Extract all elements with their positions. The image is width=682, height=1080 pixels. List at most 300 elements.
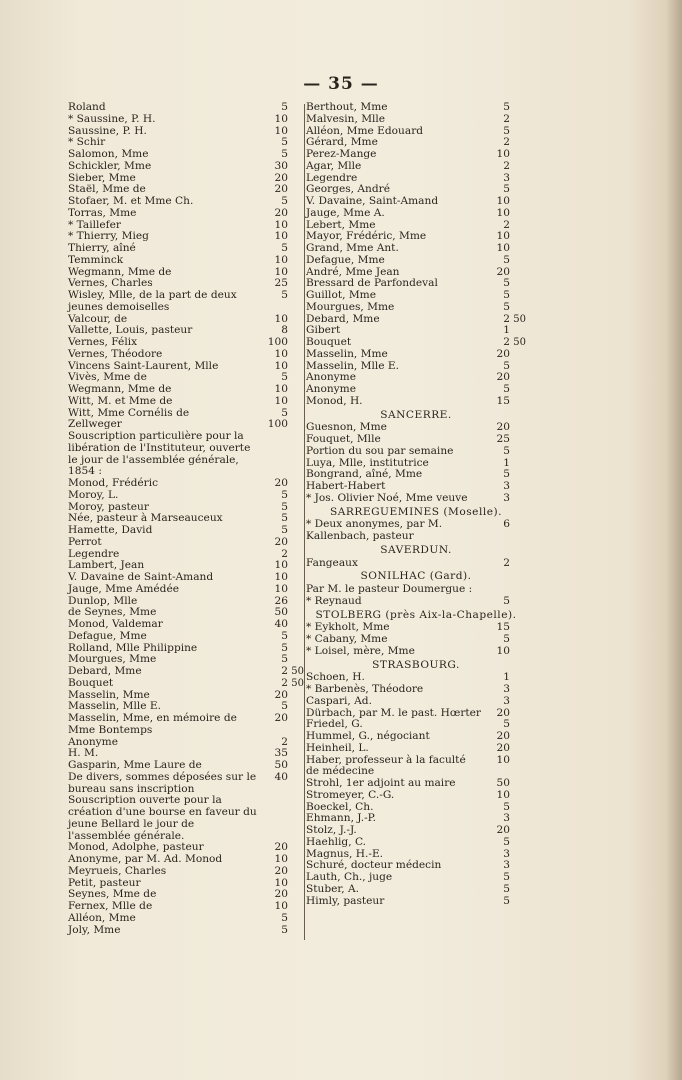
donor-name: Lebert, Mme — [306, 218, 376, 231]
donation-amount: 20 — [274, 888, 288, 901]
donation-amount: 5 — [503, 894, 510, 907]
donation-amount: 3 — [503, 491, 510, 504]
donation-amount: 100 — [267, 418, 288, 431]
donor-name: Zellweger — [68, 418, 122, 431]
donation-amount: 5 — [281, 524, 288, 536]
donation-entry — [306, 731, 526, 743]
section-heading: STOLBERG (près Aix-la-Chapelle). — [315, 608, 517, 621]
donation-entry — [306, 349, 526, 361]
donor-name: Hummel, G., négociant — [306, 730, 430, 742]
donation-amount: 20 — [496, 730, 510, 742]
donation-entry — [306, 646, 526, 658]
donation-amount: 2 — [503, 312, 510, 325]
donation-entry — [68, 866, 304, 878]
donation-entry — [306, 558, 526, 570]
donation-amount: 20 — [496, 706, 510, 719]
donation-amount: 5 — [503, 800, 510, 813]
donor-name: V. Davaine, Saint-Amand — [306, 195, 439, 207]
donor-name: Strohl, 1er adjoint au maire — [306, 777, 456, 789]
donor-name: Witt, M. et Mme de — [68, 394, 173, 407]
donation-amount: 3 — [503, 847, 510, 860]
donor-name: Stuber, A. — [306, 882, 360, 895]
donor-name: Georges, André — [306, 183, 390, 196]
donation-amount: 10 — [274, 900, 288, 912]
donor-name: Moroy, pasteur — [68, 500, 149, 513]
donor-name: Schoen, H. — [306, 671, 365, 684]
donation-amount: 10 — [274, 359, 288, 372]
donation-entry — [68, 243, 304, 255]
donation-amount: 20 — [274, 206, 288, 219]
donor-name: Monod, H. — [306, 394, 363, 407]
donation-entry — [306, 634, 526, 646]
donor-name: Stofaer, M. et Mme Ch. — [68, 195, 194, 207]
donor-name: Grand, Mme Ant. — [306, 242, 399, 254]
donor-name: Debard, Mme — [306, 312, 380, 325]
donation-amount: 5 — [503, 444, 510, 457]
donor-name: * Eykholt, Mme — [306, 621, 390, 634]
donation-entry — [68, 795, 304, 842]
donation-amount: 5 — [503, 871, 510, 883]
donor-name: Née, pasteur à Marseauceux — [68, 512, 223, 525]
donation-amount: 6 — [503, 518, 510, 531]
donation-amount: 10 — [274, 582, 288, 595]
donor-name: Masselin, Mme, en mémoire de Mme Bontemps — [68, 712, 237, 736]
donation-amount: 50 — [274, 606, 288, 619]
donor-name: Gibert — [306, 324, 341, 337]
donor-name: Mayor, Frédéric, Mme — [306, 230, 427, 243]
donation-entry — [68, 384, 304, 396]
donation-amount: 3 — [503, 171, 510, 184]
donor-name: * Barbenès, Théodore — [306, 683, 424, 695]
donor-name: de Seynes, Mme — [68, 606, 157, 619]
donation-amount: 5 — [503, 594, 510, 607]
donation-entry — [306, 290, 526, 302]
donation-entry — [306, 149, 526, 161]
donation-amount: 5 — [281, 148, 288, 160]
donation-amount: 10 — [496, 753, 510, 766]
donor-name: Himly, pasteur — [306, 894, 385, 907]
donation-entry — [306, 837, 526, 849]
donation-entry — [68, 525, 304, 537]
donation-amount: 5 — [281, 641, 288, 654]
donor-name: V. Davaine de Saint-Amand — [68, 571, 214, 583]
donation-entry — [306, 519, 526, 543]
donor-name: * Saussine, P. H. — [68, 112, 156, 125]
donation-amount: 10 — [274, 230, 288, 243]
donation-entry — [306, 684, 526, 696]
donor-name: Ehmann, J.-P. — [306, 812, 377, 825]
donation-entry — [68, 149, 304, 161]
donation-entry — [306, 481, 526, 493]
donor-name: Malvesin, Mlle — [306, 112, 386, 125]
donation-entry — [306, 196, 526, 208]
donor-name: Temminck — [68, 253, 124, 266]
donation-amount: 8 — [281, 324, 288, 337]
donor-name: Rolland, Mlle Philippine — [68, 641, 198, 654]
donor-name: Gérard, Mme — [306, 136, 378, 149]
donation-amount: 10 — [496, 242, 510, 254]
donation-amount: 3 — [503, 480, 510, 492]
donation-entry — [306, 434, 526, 446]
donor-name: Souscription particulière pour la libération de l'Instituteur, ouverte le jour de l'assemblée générale, 1854 : — [68, 430, 251, 478]
donor-name: De divers, sommes déposées sur le bureau sans inscription — [68, 770, 257, 795]
donation-entry — [306, 596, 526, 608]
donation-amount: 2 — [503, 336, 510, 348]
donation-entry — [306, 384, 526, 396]
donation-entry — [306, 755, 526, 779]
donor-name: Fangeaux — [306, 556, 358, 569]
donation-entry — [306, 696, 526, 708]
donor-name: Seynes, Mme de — [68, 888, 157, 901]
donation-amount: 50 — [274, 759, 288, 771]
donor-name: Perrot — [68, 535, 102, 548]
donation-entry — [68, 854, 304, 866]
donation-entry — [68, 619, 304, 631]
donor-name: Stromeyer, C.-G. — [306, 788, 395, 801]
donor-name: Schuré, docteur médecin — [306, 859, 442, 872]
donation-amount: 2 — [503, 218, 510, 231]
donor-name: Anonyme — [68, 735, 118, 748]
donation-amount: 5 — [281, 512, 288, 525]
donation-amount: 10 — [274, 571, 288, 583]
donation-amount: 10 — [274, 394, 288, 407]
donor-name: Witt, Mme Cornélis de — [68, 406, 190, 419]
donation-amount: 2 — [503, 136, 510, 149]
donation-entry — [306, 161, 526, 173]
donor-name: Schickler, Mme — [68, 159, 152, 172]
donation-amount: 20 — [274, 864, 288, 877]
donation-amount: 2 — [281, 547, 288, 560]
donor-name: Legendre — [306, 171, 358, 184]
donation-amount: 5 — [503, 183, 510, 196]
donor-name: Magnus, H.-E. — [306, 847, 384, 860]
donor-name: Vernes, Félix — [68, 336, 138, 348]
donation-cents: 50 — [291, 666, 304, 677]
donor-name: Caspari, Ad. — [306, 694, 372, 707]
donor-name: Torras, Mme — [68, 206, 137, 219]
donation-amount: 5 — [281, 195, 288, 207]
donor-name: Wisley, Mlle, de la part de deux jeunes demoiselles — [68, 289, 237, 313]
donor-name: Monod, Adolphe, pasteur — [68, 841, 204, 854]
donor-name: Jauge, Mme A. — [306, 206, 385, 219]
donation-amount: 40 — [274, 770, 288, 783]
donor-name: Vincens Saint-Laurent, Mlle — [68, 359, 219, 372]
donation-entry — [68, 901, 304, 913]
donation-entry — [68, 255, 304, 267]
donor-name: Vallette, Louis, pasteur — [68, 324, 193, 337]
donor-name: Alléon, Mme Edouard — [306, 124, 424, 137]
donation-entry — [306, 493, 526, 505]
donation-entry — [68, 631, 304, 643]
donor-name: Roland — [68, 101, 106, 113]
donor-name: Haehlig, C. — [306, 835, 367, 848]
donor-name: Moroy, L. — [68, 488, 119, 501]
donation-amount: 15 — [496, 394, 510, 407]
donation-amount: 1 — [503, 671, 510, 684]
donation-entry — [306, 302, 526, 314]
donation-amount: 5 — [281, 488, 288, 501]
donor-name: * Schir — [68, 136, 106, 149]
donation-entry — [68, 161, 304, 173]
donation-amount: 20 — [496, 741, 510, 754]
donation-entry — [306, 208, 526, 220]
donation-amount: 5 — [281, 242, 288, 254]
column-divider — [304, 104, 305, 940]
donation-entry — [68, 572, 304, 584]
donor-name: Anonyme — [306, 371, 356, 384]
donation-amount: 10 — [274, 265, 288, 278]
donation-entry — [306, 896, 526, 908]
donor-name: Friedel, G. — [306, 718, 363, 731]
donation-amount: 10 — [496, 644, 510, 657]
donor-name: * Cabany, Mme — [306, 633, 388, 645]
left-column — [68, 102, 304, 936]
donor-name: Vernes, Théodore — [68, 347, 163, 360]
donor-name: Par M. le pasteur Doumergue : — [306, 583, 473, 595]
donation-entry — [68, 913, 304, 925]
donation-amount: 20 — [274, 841, 288, 854]
donation-amount: 5 — [503, 718, 510, 731]
donation-entry — [306, 872, 526, 884]
donation-amount: 5 — [281, 406, 288, 419]
donation-amount: 5 — [281, 629, 288, 642]
donor-name: Dürbach, par M. le past. Hœrter — [306, 706, 481, 719]
donation-entry — [68, 760, 304, 772]
donation-amount: 15 — [496, 621, 510, 634]
donation-amount: 5 — [503, 101, 510, 113]
donation-amount: 5 — [503, 359, 510, 372]
donation-amount: 10 — [496, 148, 510, 160]
donor-name: Gasparin, Mme Laure de — [68, 759, 202, 771]
page-edge-shadow — [666, 0, 682, 1080]
donation-amount: 50 — [496, 777, 510, 789]
donor-name: Masselin, Mlle E. — [306, 359, 400, 372]
donor-name: Salomon, Mme — [68, 148, 149, 160]
donation-amount: 20 — [274, 171, 288, 184]
donation-amount: 5 — [281, 371, 288, 384]
donation-amount: 1 — [503, 324, 510, 337]
donation-amount: 5 — [503, 468, 510, 481]
section-heading: SARREGUEMINES (Moselle). — [330, 505, 502, 518]
right-column — [306, 102, 526, 907]
section-heading: STRASBOURG. — [372, 658, 460, 671]
donation-amount: 2 — [503, 112, 510, 125]
donor-name: Wegmann, Mme de — [68, 265, 172, 278]
donor-name: Petit, pasteur — [68, 876, 141, 889]
donation-entry — [306, 102, 526, 114]
donation-amount: 5 — [503, 633, 510, 645]
donation-entry — [68, 208, 304, 220]
donor-name: Dunlop, Mlle — [68, 594, 138, 607]
donation-amount: 20 — [496, 824, 510, 836]
donor-name: * Reynaud — [306, 594, 362, 607]
donation-entry — [306, 584, 526, 596]
donation-amount: 10 — [274, 853, 288, 865]
donation-amount: 20 — [274, 688, 288, 701]
donation-amount: 10 — [496, 230, 510, 243]
donor-name: Lauth, Ch., juge — [306, 871, 393, 883]
donor-name: Debard, Mme — [68, 665, 142, 677]
donation-entry — [306, 396, 526, 408]
donor-name: Alléon, Mme — [68, 911, 136, 924]
donor-name: Meyrueis, Charles — [68, 864, 167, 877]
donation-entry — [68, 490, 304, 502]
donation-amount: 5 — [281, 136, 288, 149]
donor-name: Vernes, Charles — [68, 277, 153, 290]
donor-name: Stolz, J.-J. — [306, 824, 357, 836]
donor-name: Perez-Mange — [306, 148, 377, 160]
donation-entry — [68, 396, 304, 408]
donation-amount: 20 — [274, 183, 288, 196]
donation-amount: 10 — [274, 312, 288, 325]
section-heading: SAVERDUN. — [380, 543, 452, 556]
donor-name: Guillot, Mme — [306, 289, 376, 301]
donor-name: Heinheil, L. — [306, 741, 369, 754]
donation-amount: 20 — [274, 712, 288, 724]
donor-name: André, Mme Jean — [306, 265, 400, 278]
donation-entry — [68, 102, 304, 114]
donation-amount: 35 — [274, 747, 288, 760]
donation-amount: 3 — [503, 694, 510, 707]
donation-amount: 5 — [281, 101, 288, 113]
donor-name: Vivès, Mme de — [68, 371, 147, 384]
donation-amount: 40 — [274, 618, 288, 630]
donor-name: Bouquet — [306, 336, 352, 348]
donor-name: Hamette, David — [68, 524, 153, 536]
donation-amount: 10 — [274, 347, 288, 360]
donor-name: Guesnon, Mme — [306, 421, 387, 434]
donation-entry — [68, 772, 304, 796]
donor-name: Staël, Mme de — [68, 183, 146, 196]
donation-amount: 10 — [496, 195, 510, 207]
donation-amount: 100 — [267, 336, 288, 348]
section-heading: SANCERRE. — [380, 408, 452, 421]
donor-name: Joly, Mme — [68, 923, 121, 936]
donation-amount: 26 — [274, 594, 288, 607]
donation-amount: 10 — [274, 559, 288, 572]
donor-name: Mourgues, Mme — [306, 300, 395, 313]
donation-entry — [306, 446, 526, 458]
donor-name: Saussine, P. H. — [68, 124, 147, 137]
donor-name: * Deux anonymes, par M. Kallenbach, pasteur — [306, 518, 443, 542]
donation-entry — [68, 666, 304, 678]
donation-entry — [68, 537, 304, 549]
donation-amount: 10 — [496, 788, 510, 801]
donation-amount: 5 — [503, 383, 510, 395]
donation-amount: 20 — [496, 371, 510, 384]
donation-entry — [68, 337, 304, 349]
donation-amount: 2 — [281, 665, 288, 677]
donor-name: Habert-Habert — [306, 480, 386, 492]
donation-amount: 2 — [281, 735, 288, 748]
donor-name: Anonyme, par M. Ad. Monod — [68, 853, 223, 865]
donor-name: Bressard de Parfondeval — [306, 277, 438, 290]
donation-entry — [68, 584, 304, 596]
donation-amount: 5 — [281, 500, 288, 513]
donation-entry — [306, 243, 526, 255]
donation-amount: 5 — [281, 289, 288, 301]
donation-amount: 5 — [281, 653, 288, 666]
donor-name: Boeckel, Ch. — [306, 800, 374, 813]
donation-amount: 5 — [503, 277, 510, 290]
donor-name: Fernex, Mlle de — [68, 900, 153, 912]
donor-name: Monod, Frédéric — [68, 477, 159, 489]
donor-name: * Taillefer — [68, 218, 121, 231]
donor-name: Masselin, Mme — [306, 347, 388, 360]
donation-entry — [306, 114, 526, 126]
donation-entry — [68, 290, 304, 314]
donation-amount: 10 — [274, 876, 288, 889]
page-number: — 35 — — [303, 74, 379, 94]
donor-name: Portion du sou par semaine — [306, 444, 454, 457]
donation-amount: 3 — [503, 859, 510, 872]
donation-entry — [68, 431, 304, 478]
donor-name: Anonyme — [306, 383, 356, 395]
donor-name: Lambert, Jean — [68, 559, 145, 572]
donation-amount: 20 — [496, 347, 510, 360]
donor-name: Bouquet — [68, 676, 114, 689]
donation-amount: 2 — [503, 556, 510, 569]
donor-name: H. M. — [68, 747, 99, 760]
donation-amount: 5 — [503, 882, 510, 895]
donation-amount: 2 — [281, 676, 288, 689]
donor-name: Haber, professeur à la faculté de médecine — [306, 753, 466, 778]
donor-name: Mourgues, Mme — [68, 653, 157, 666]
donation-amount: 5 — [281, 700, 288, 713]
donor-name: * Loisel, mère, Mme — [306, 644, 415, 657]
section-heading: SONILHAC (Gard). — [360, 570, 472, 583]
donation-entry — [68, 713, 304, 737]
donor-name: Legendre — [68, 547, 120, 560]
donation-amount: 5 — [503, 124, 510, 137]
donor-name: Souscription ouverte pour la création d'une bourse en faveur du jeune Bellard le jour de l'assemblée générale. — [68, 794, 257, 842]
donation-entry — [68, 349, 304, 361]
donation-entry — [306, 778, 526, 790]
donor-name: Masselin, Mlle E. — [68, 700, 162, 713]
donor-name: Jauge, Mme Amédée — [68, 582, 179, 595]
donation-amount: 10 — [274, 383, 288, 395]
donation-amount: 5 — [281, 911, 288, 924]
donor-name: Bongrand, aîné, Mme — [306, 468, 423, 481]
donation-amount: 5 — [503, 835, 510, 848]
donor-name: * Jos. Olivier Noé, Mme veuve — [306, 491, 468, 504]
donor-name: Thierry, aîné — [68, 242, 136, 254]
donation-amount: 3 — [503, 683, 510, 695]
donation-cents: 50 — [513, 337, 526, 348]
donation-amount: 1 — [503, 456, 510, 469]
donation-amount: 10 — [274, 218, 288, 231]
donor-name: Berthout, Mme — [306, 101, 388, 113]
donation-amount: 5 — [503, 253, 510, 266]
donation-amount: 25 — [496, 433, 510, 445]
donor-name: Defague, Mme — [306, 253, 385, 266]
donation-cents: 50 — [513, 313, 526, 325]
donation-amount: 20 — [274, 477, 288, 489]
donor-name: Masselin, Mme — [68, 688, 150, 701]
donor-name: * Thierry, Mieg — [68, 230, 149, 243]
donation-amount: 20 — [496, 265, 510, 278]
donation-amount: 5 — [281, 923, 288, 936]
donor-name: Defague, Mme — [68, 629, 147, 642]
donation-amount: 20 — [496, 421, 510, 434]
donation-entry — [306, 255, 526, 267]
donor-name: Sieber, Mme — [68, 171, 136, 184]
donation-entry — [306, 825, 526, 837]
donor-name: Agar, Mlle — [306, 159, 362, 172]
donation-cents: 50 — [291, 677, 304, 689]
donation-entry — [68, 478, 304, 490]
donation-amount: 10 — [274, 253, 288, 266]
